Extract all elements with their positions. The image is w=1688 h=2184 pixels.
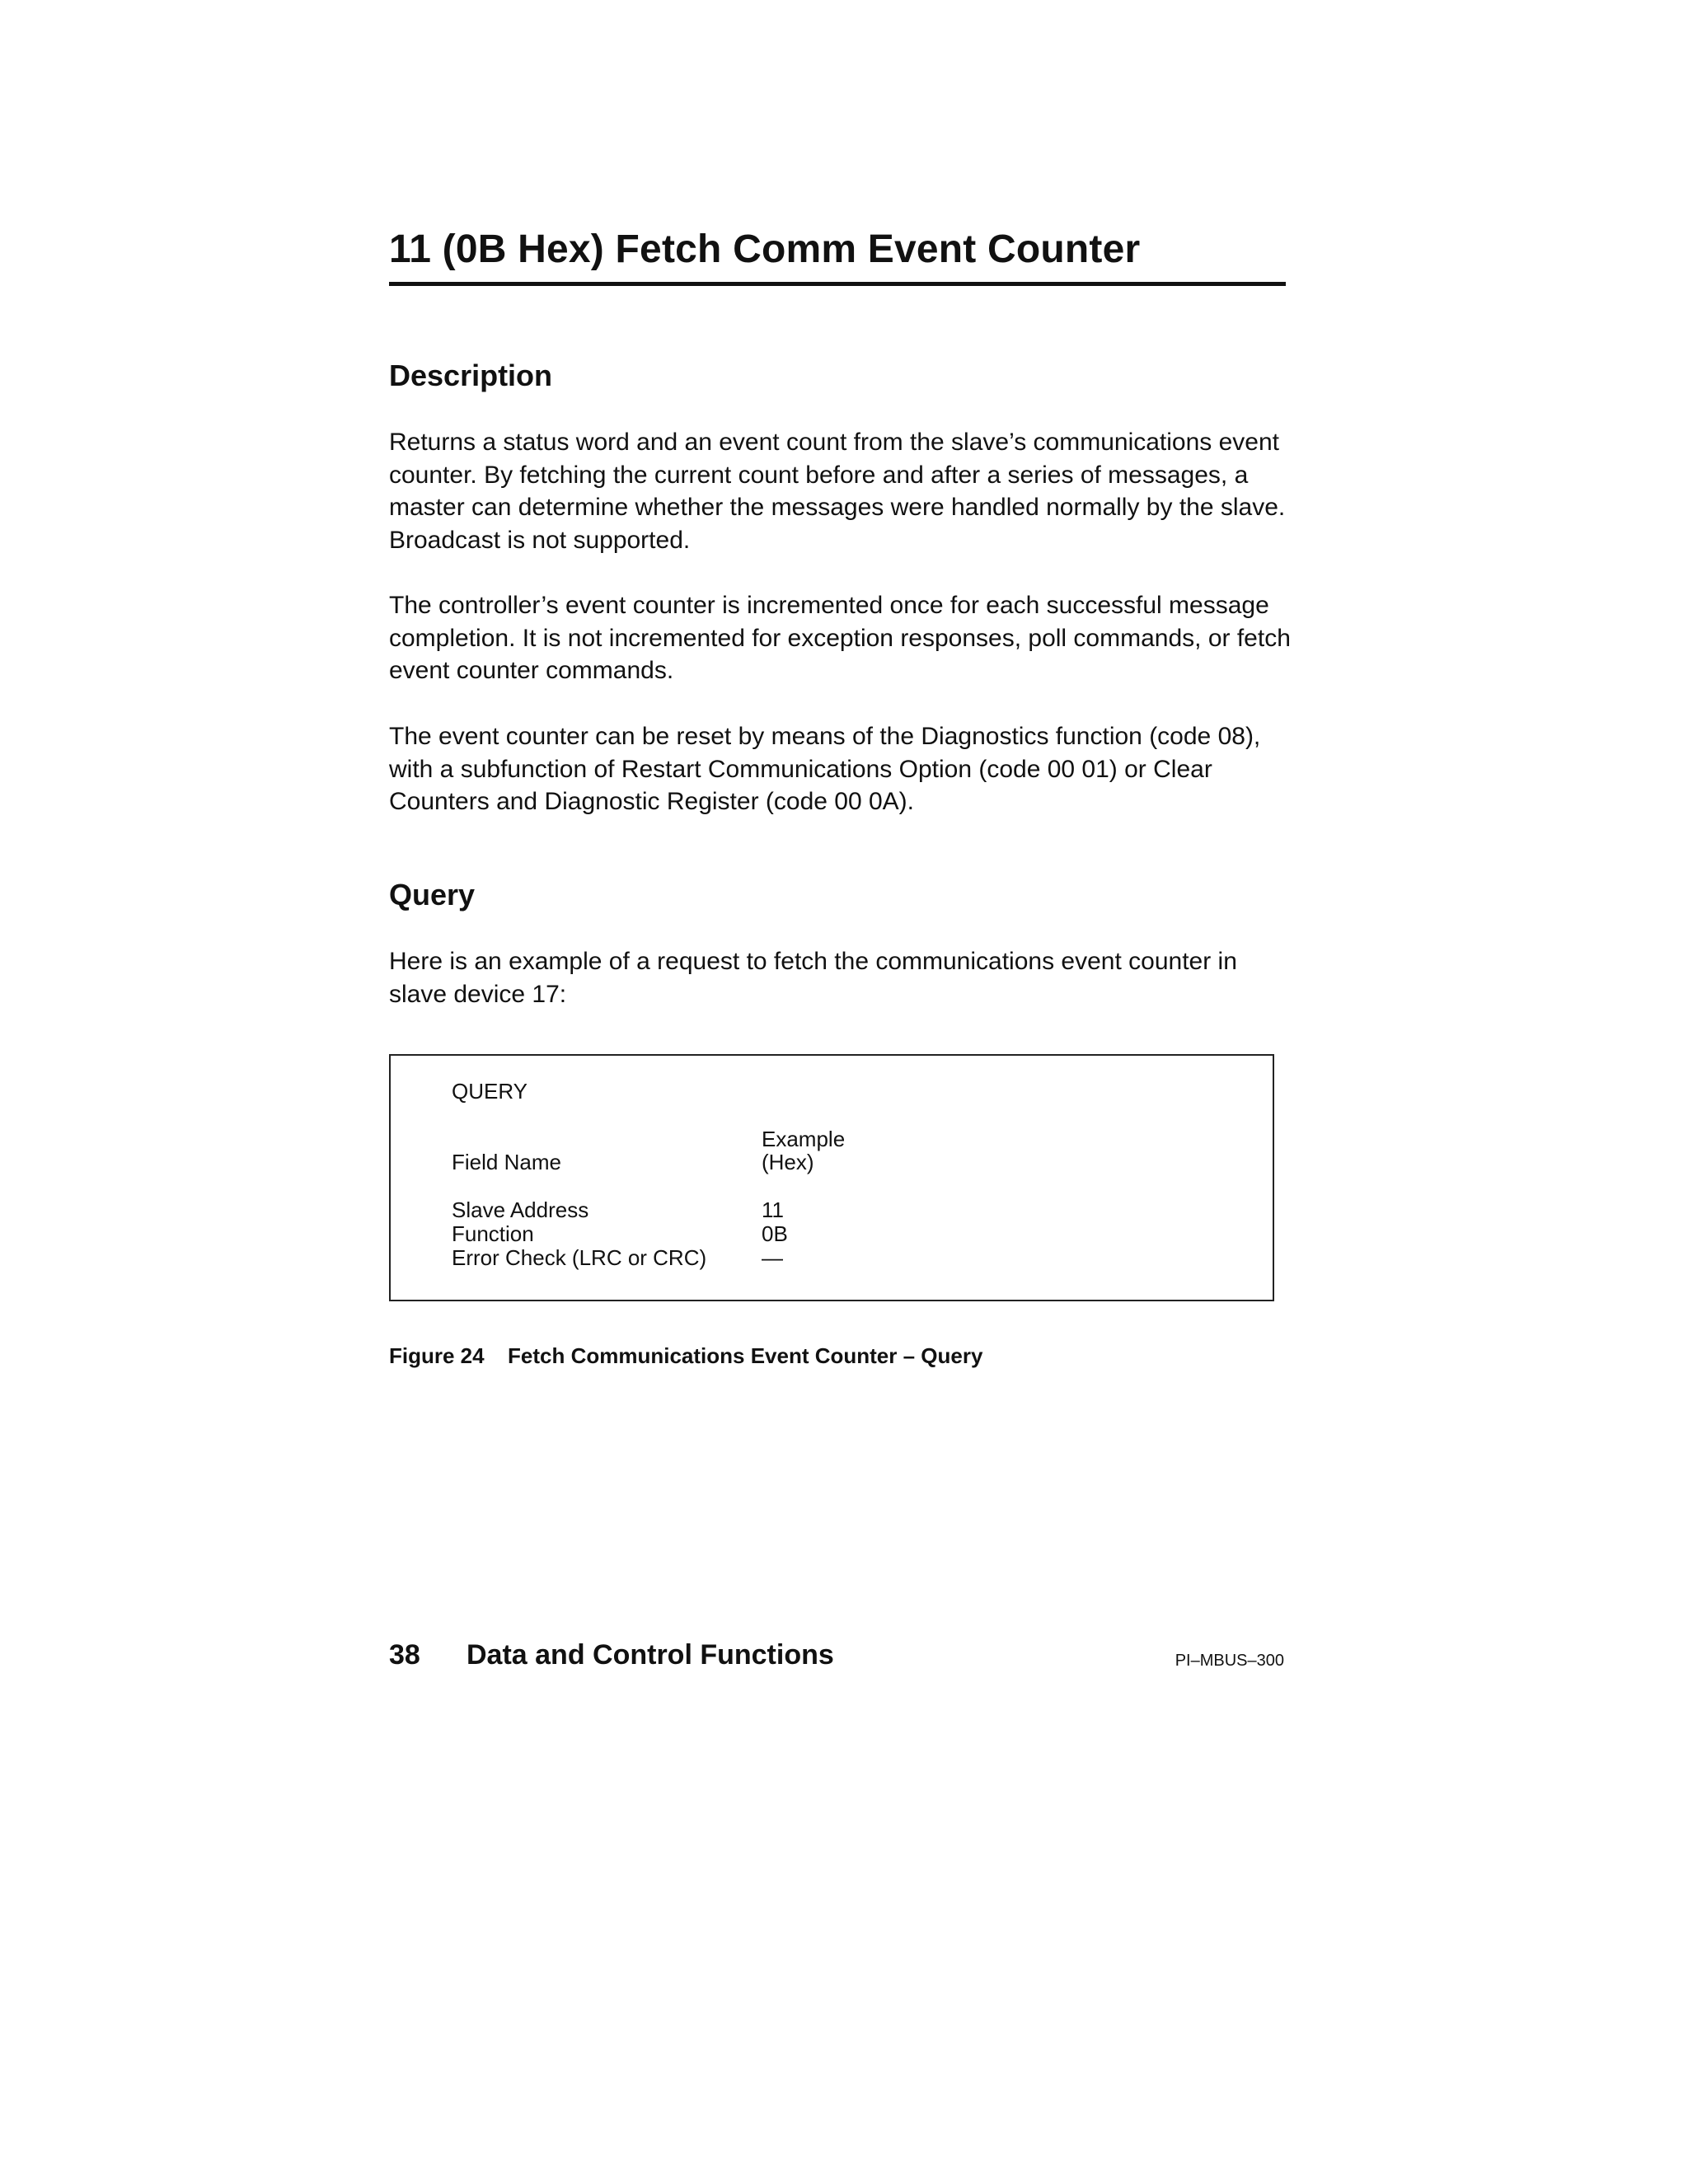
figure-caption-text: Fetch Communications Event Counter – Query — [508, 1343, 983, 1368]
query-figure-box — [389, 1054, 1274, 1301]
footer-section-title: Data and Control Functions — [467, 1639, 834, 1671]
row-value-error-check: — — [762, 1245, 783, 1270]
description-paragraph-1: Returns a status word and an event count from the slave’s communications event counter. By fetching the current count before and after a series of messages, a master can determine whether the messages were handled normally by the slave. Broadcast is not supported. — [389, 429, 1286, 554]
description-paragraph-2: The controller’s event counter is incremented once for each successful message completion. It is not incremented for exception responses, poll commands, or fetch event counter commands. — [389, 592, 1291, 685]
row-field-error-check: Error Check (LRC or CRC) — [452, 1245, 707, 1270]
footer-document-id: PI–MBUS–300 — [1175, 1652, 1284, 1670]
field-name-header: Field Name — [452, 1150, 561, 1174]
figure-label: QUERY — [452, 1079, 528, 1104]
query-intro: Here is an example of a request to fetch the communications event counter in slave device 17: — [389, 948, 1237, 1008]
page-title: 11 (0B Hex) Fetch Comm Event Counter — [389, 221, 1286, 286]
row-field-function: Function — [452, 1221, 534, 1246]
query-heading: Query — [389, 878, 476, 912]
row-value-function: 0B — [762, 1221, 788, 1246]
figure-caption-number: Figure 24 — [389, 1343, 485, 1368]
description-paragraph-3: The event counter can be reset by means of the Diagnostics function (code 08), with a subfunction of Restart Communications Option (code 00 01) or Clear Counters and Diagnostic Register (code 00 0A). — [389, 723, 1261, 816]
footer-page-number: 38 — [389, 1639, 420, 1671]
figure-caption — [389, 1342, 982, 1370]
description-heading: Description — [389, 359, 553, 392]
example-header-line1: Example — [762, 1127, 846, 1151]
row-field-slave-address: Slave Address — [452, 1197, 589, 1222]
example-header-line2: (Hex) — [762, 1150, 814, 1174]
row-value-slave-address: 11 — [762, 1197, 784, 1222]
